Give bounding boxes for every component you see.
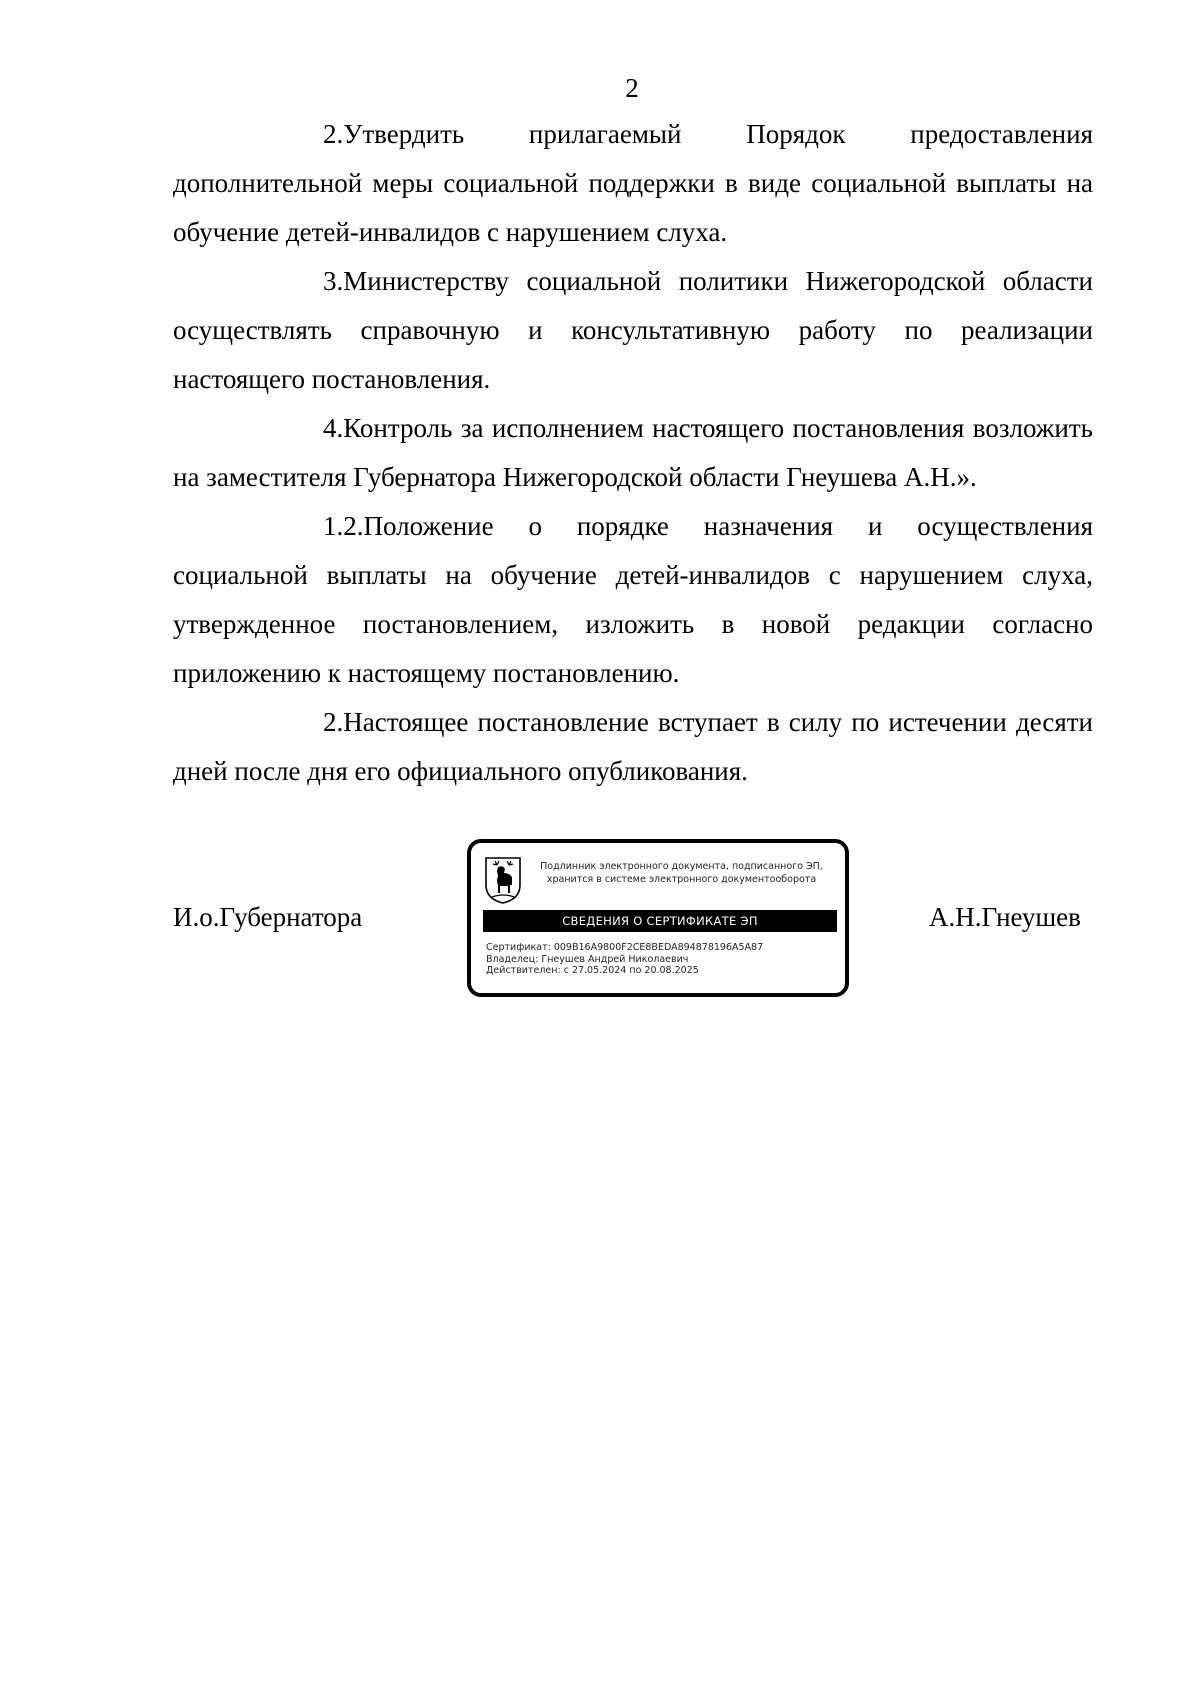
paragraph-text: Положение о порядке назначения и осуществления социальной выплаты на обучение детей-инвалидов с нарушением слуха, утвержденное постановлением, изложить в новой редакции согласно приложению к настоящему постановлению. bbox=[173, 511, 1093, 688]
stamp-header-line-2: хранится в системе электронного документооборота bbox=[546, 874, 817, 885]
page-number: 2 bbox=[625, 73, 639, 103]
paragraph-1-2-regulation bbox=[173, 502, 1093, 698]
paragraph-2-approve bbox=[173, 110, 1093, 257]
certificate-number: Сертификат: 009B16A9800F2CE8BEDA894878196A5A87 bbox=[486, 942, 764, 953]
certificate-owner: Владелец: Гнеушев Андрей Николаевич bbox=[486, 953, 689, 965]
signatory-name: А.Н.Гнеушев bbox=[929, 902, 1081, 932]
document-body bbox=[173, 110, 1093, 796]
paragraph-text: Контроль за исполнением настоящего постановления возложить на заместителя Губернатора Нижегородской области Гнеушева А.Н.». bbox=[173, 413, 1093, 492]
paragraph-text: Утвердить прилагаемый Порядок предоставления дополнительной меры социальной поддержки в виде социальной выплаты на обучение детей-инвалидов с нарушением слуха. bbox=[173, 119, 1093, 247]
paragraph-4-control bbox=[173, 404, 1093, 502]
stamp-header bbox=[519, 860, 844, 886]
stamp-title-bar: СВЕДЕНИЯ О СЕРТИФИКАТЕ ЭП bbox=[483, 910, 837, 932]
paragraph-2-effective-date bbox=[173, 698, 1093, 796]
paragraph-number: 2. bbox=[323, 707, 344, 737]
paragraph-3-ministry bbox=[173, 257, 1093, 404]
signatory-position: И.о.Губернатора bbox=[173, 902, 363, 932]
deer-coat-of-arms-icon bbox=[483, 855, 523, 905]
paragraph-number: 3. bbox=[323, 266, 344, 296]
paragraph-number: 4. bbox=[323, 413, 344, 443]
stamp-header-line-1: Подлинник электронного документа, подписанного ЭП, bbox=[540, 861, 823, 872]
signature-block bbox=[0, 839, 1200, 1019]
electronic-signature-stamp bbox=[467, 839, 849, 997]
paragraph-text: Настоящее постановление вступает в силу по истечении десяти дней после дня его официального опубликования. bbox=[173, 707, 1093, 786]
paragraph-number: 1.2. bbox=[323, 511, 364, 541]
paragraph-text: Министерству социальной политики Нижегородской области осуществлять справочную и консультативную работу по реализации настоящего постановления. bbox=[173, 266, 1093, 394]
stamp-details bbox=[486, 942, 841, 977]
certificate-validity: Действителен: с 27.05.2024 по 20.08.2025 bbox=[486, 965, 699, 976]
paragraph-number: 2. bbox=[323, 119, 344, 149]
